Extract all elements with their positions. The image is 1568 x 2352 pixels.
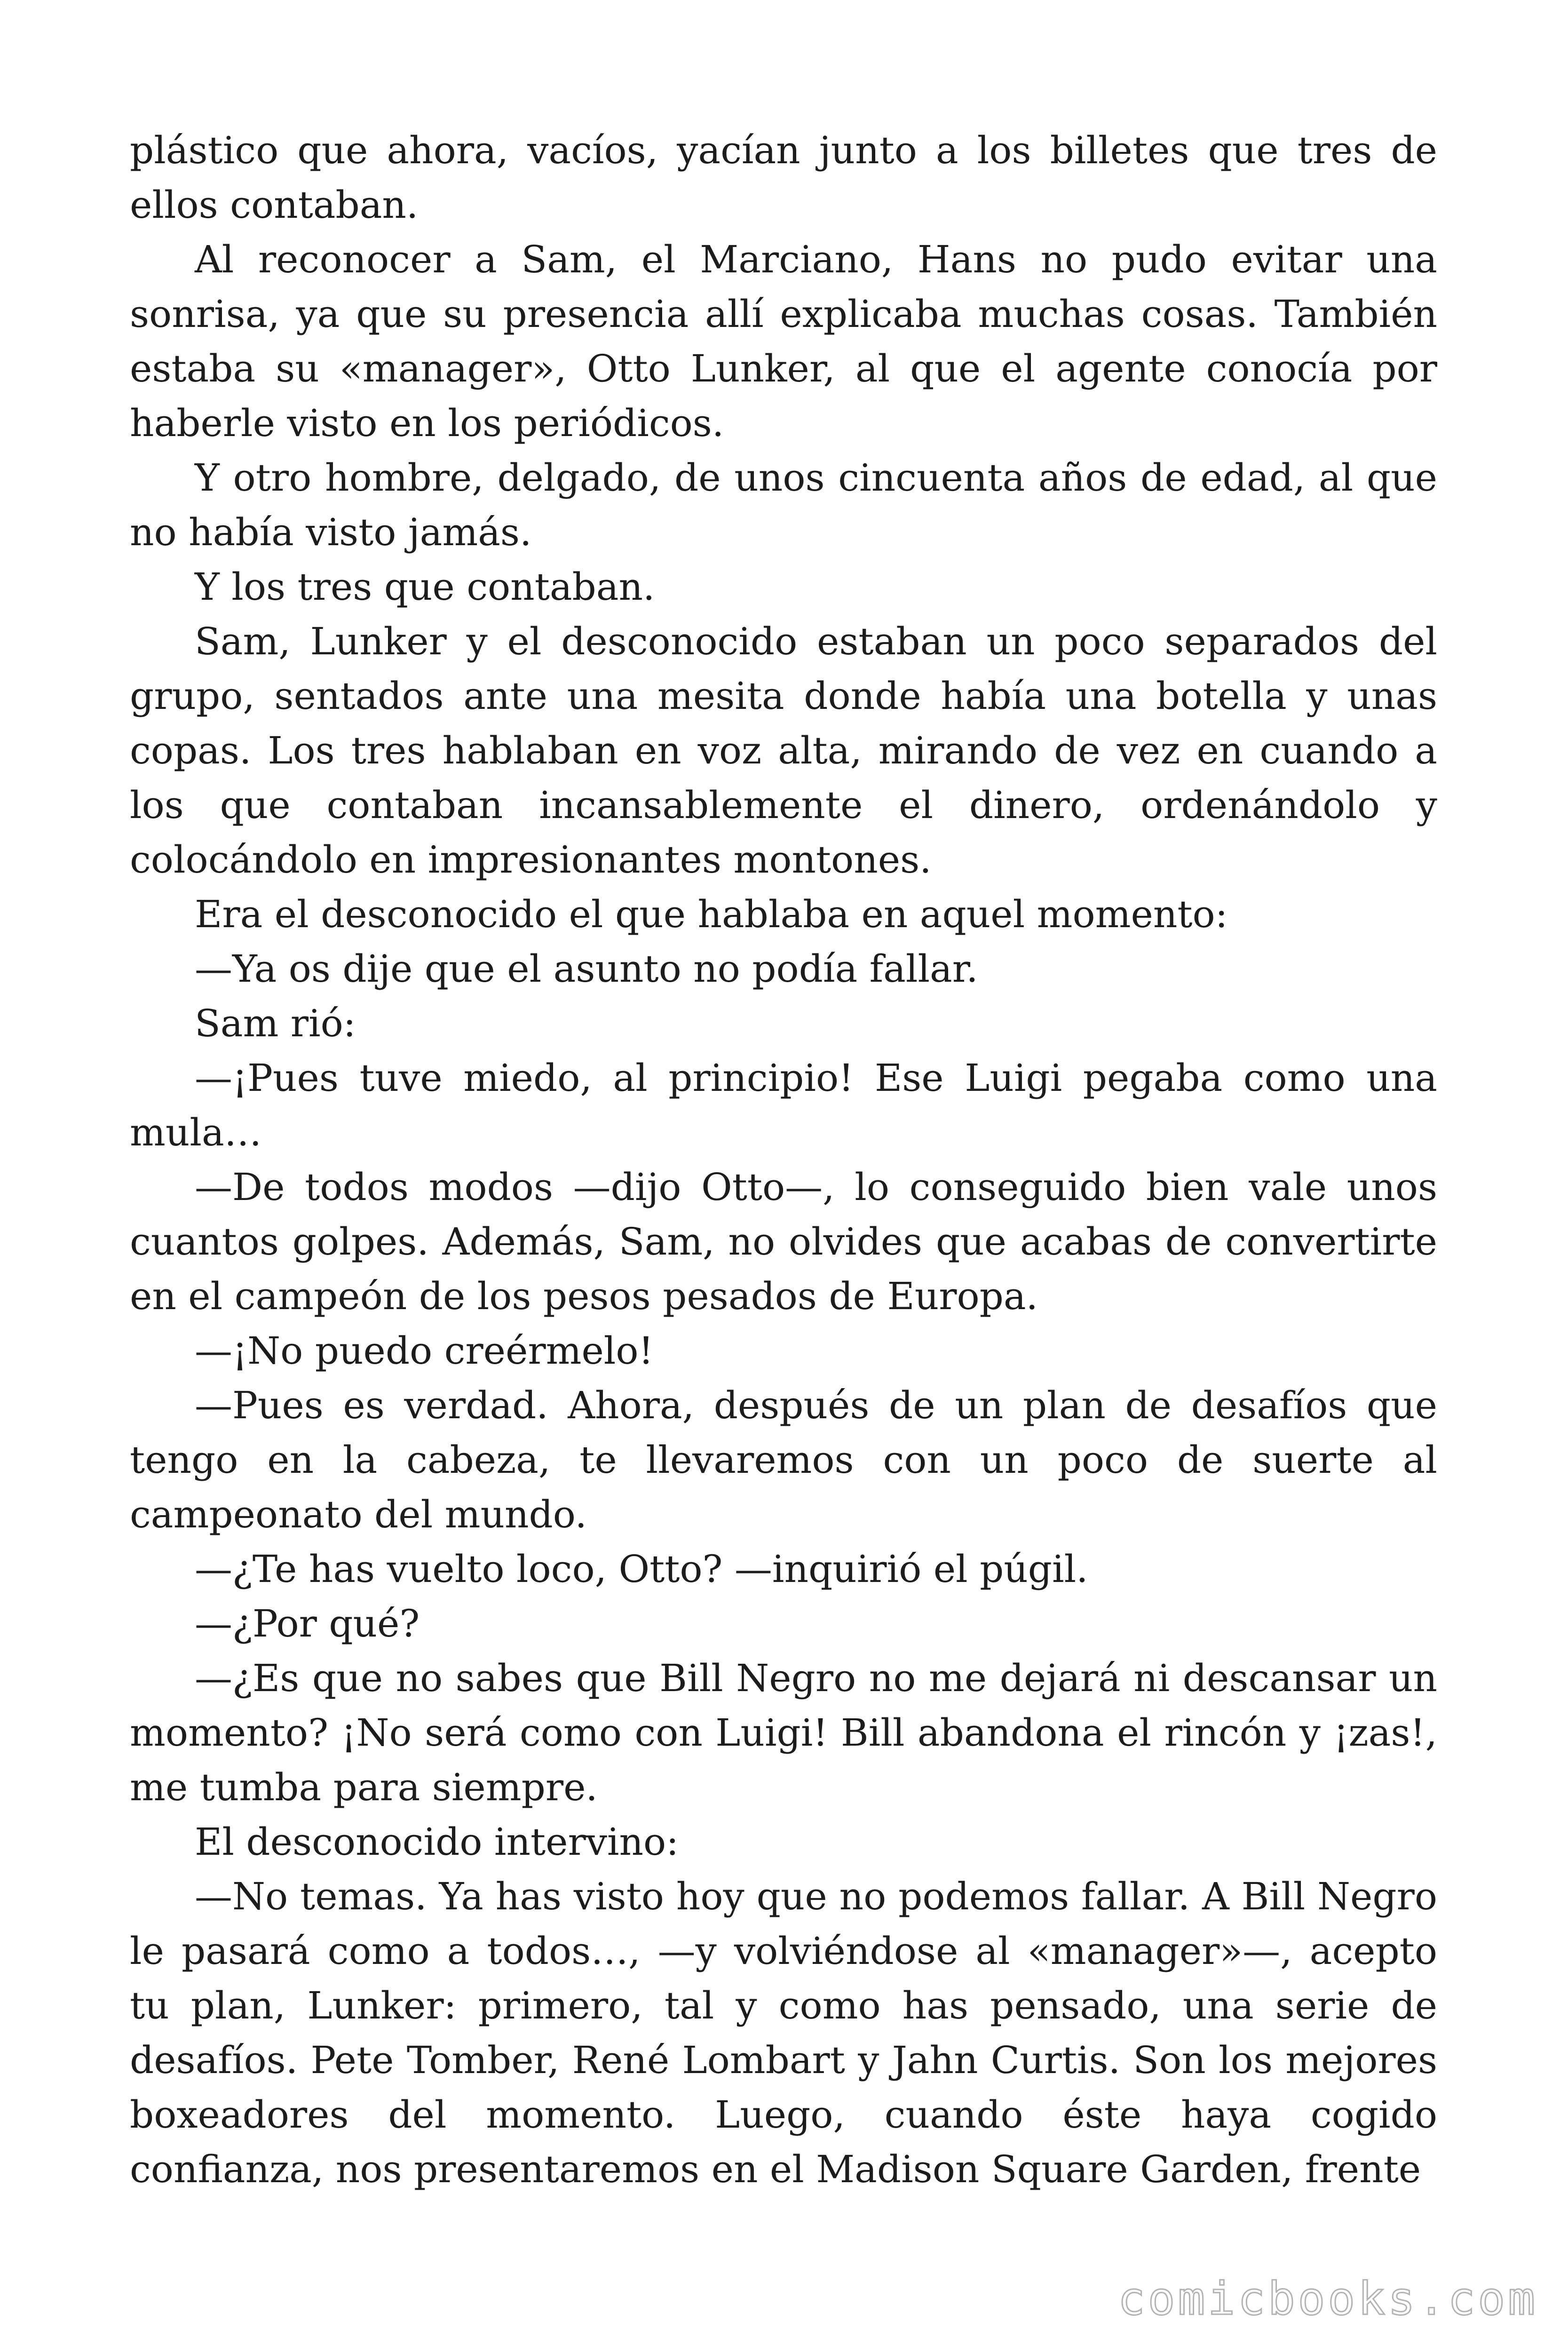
paragraph: Era el desconocido el que hablaba en aquel momento:: [195, 892, 1228, 936]
paragraph: Y los tres que contaban.: [195, 565, 655, 609]
paragraph: —¡No puedo creérmelo!: [195, 1329, 654, 1373]
paragraph: —¡Pues tuve miedo, al principio! Ese Luigi pegaba como una mula…: [130, 1056, 1437, 1154]
paragraph: —¿Es que no sabes que Bill Negro no me dejará ni descansar un momento? ¡No será como con Luigi! Bill abandona el rincón y ¡zas!, me tumba para siempre.: [130, 1656, 1437, 1809]
book-page-text: [130, 123, 1437, 2197]
paragraph: Y otro hombre, delgado, de unos cincuenta años de edad, al que no había visto jamás.: [130, 456, 1437, 554]
paragraph: —No temas. Ya has visto hoy que no podemos fallar. A Bill Negro le pasará como a todos…, —y volviéndose al «manager»—, acepto tu plan, Lunker: primero, tal y como has pensado, una serie de desafíos. Pete Tomber, René Lombart y Jahn Curtis. Son los mejores boxeadores del momento. Luego, cuando éste haya cogido confianza, nos presentaremos en el Madison Square Garden, frente: [130, 1875, 1437, 2191]
paragraph: —Ya os dije que el asunto no podía fallar.: [195, 947, 978, 991]
paragraph: Sam rió:: [195, 1001, 356, 1045]
paragraph: plástico que ahora, vacíos, yacían junto a los billetes que tres de ellos contaban.: [130, 128, 1437, 227]
paragraph: —¿Te has vuelto loco, Otto? —inquirió el púgil.: [195, 1547, 1088, 1591]
paragraph: —Pues es verdad. Ahora, después de un plan de desafíos que tengo en la cabeza, te llevaremos con un poco de suerte al campeonato del mundo.: [130, 1383, 1437, 1536]
paragraph: —¿Por qué?: [195, 1602, 420, 1645]
paragraph: El desconocido intervino:: [195, 1820, 679, 1864]
paragraph: Sam, Lunker y el desconocido estaban un poco separados del grupo, sentados ante una mesita donde había una botella y unas copas. Los tres hablaban en voz alta, mirando de vez en cuando a los que contaban incansablemente el dinero, ordenándolo y colocándolo en impresionantes montones.: [130, 620, 1437, 882]
watermark: comicbooks.com: [1117, 2273, 1538, 2325]
paragraph: Al reconocer a Sam, el Marciano, Hans no pudo evitar una sonrisa, ya que su presencia allí explicaba muchas cosas. También estaba su «manager», Otto Lunker, al que el agente conocía por haberle visto en los periódicos.: [130, 238, 1437, 445]
paragraph: —De todos modos —dijo Otto—, lo conseguido bien vale unos cuantos golpes. Además, Sam, no olvides que acabas de convertirte en el campeón de los pesos pesados de Europa.: [130, 1165, 1437, 1318]
